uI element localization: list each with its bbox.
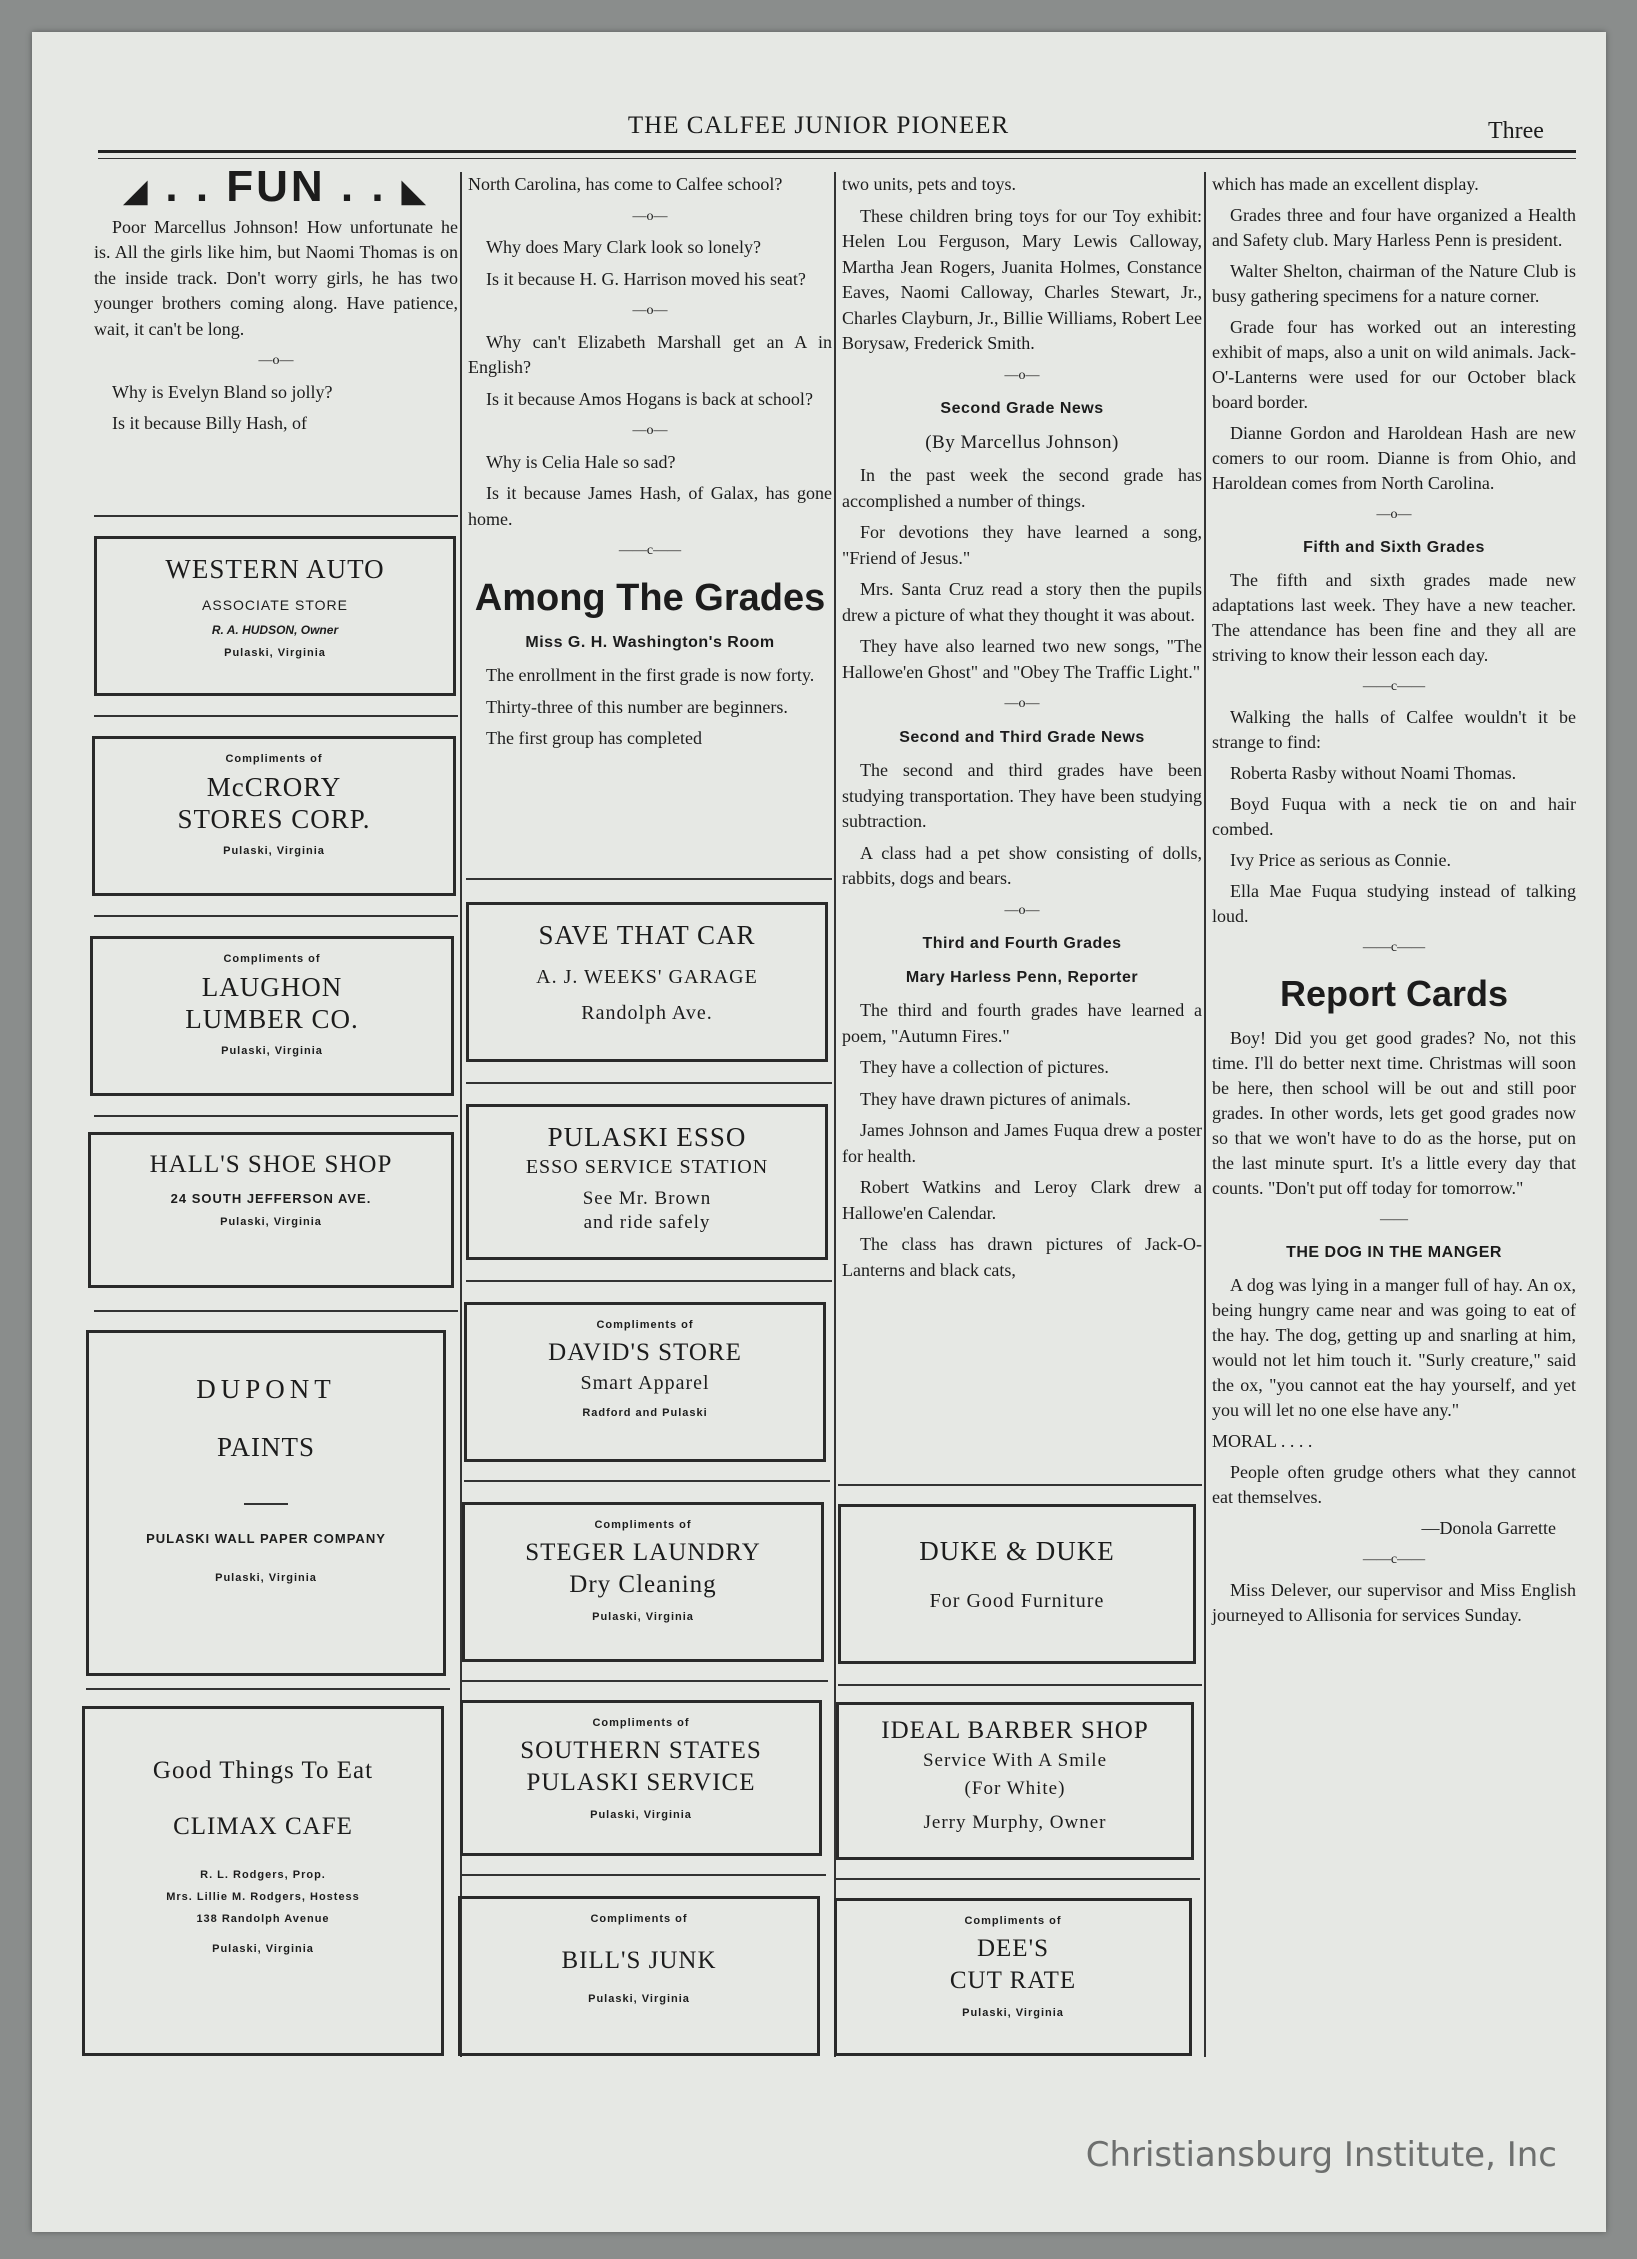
news-paragraph: For devotions they have learned a song, "Friend of Jesus." [842, 522, 1202, 568]
ad-dees-cut-rate: Compliments of DEE'S CUT RATE Pulaski, Virginia [834, 1898, 1192, 2056]
news-paragraph: Mrs. Santa Cruz read a story then the pupils drew a picture of what they thought it was about. [842, 579, 1202, 625]
news-paragraph: Grade four has worked out an interesting exhibit of maps, also a unit on wild animals. Jack-O'-Lanterns were used for our October black board border. [1212, 317, 1576, 412]
ad-divider [244, 1503, 288, 1505]
news-paragraph: A class had a pet show consisting of dolls, rabbits, dogs and bears. [842, 842, 1202, 888]
ad-ideal-barber-shop: IDEAL BARBER SHOP Service With A Smile (For White) Jerry Murphy, Owner [836, 1702, 1194, 1860]
ad-davids-store: Compliments of DAVID'S STORE Smart Apparel Radford and Pulaski [464, 1302, 826, 1462]
column-three [842, 172, 1202, 1289]
header-rule-thin [98, 158, 1576, 159]
news-paragraph: The third and fourth grades have learned a poem, "Autumn Fires." [842, 1000, 1202, 1046]
ad-rule [94, 1310, 458, 1312]
news-paragraph: Robert Watkins and Leroy Clark drew a Hallowe'en Calendar. [842, 1177, 1202, 1223]
news-paragraph: The second and third grades have been studying transportation. They have been studying subtraction. [842, 760, 1202, 831]
ad-bills-junk: Compliments of BILL'S JUNK Pulaski, Virginia [458, 1896, 820, 2056]
ad-rule [94, 915, 458, 917]
news-paragraph: The fifth and sixth grades made new adaptations last week. They have a new teacher. The attendance has been fine and they all are striving to know their lesson each day. [1212, 570, 1576, 665]
fun-paragraph: Poor Marcellus Johnson! How unfortunate he is. All the girls like him, but Naomi Thomas is on the inside track. Don't worry girls, he has two younger brothers coming along. Have patience, wait, it can't be long. [94, 216, 458, 339]
ad-pulaski-esso: PULASKI ESSO ESSO SERVICE STATION See Mr. Brown and ride safely [466, 1104, 828, 1260]
ad-laughon: Compliments of LAUGHON LUMBER CO. Pulaski, Virginia [90, 936, 454, 1096]
column-fun [94, 162, 458, 443]
separator: —o— [1004, 696, 1040, 711]
grades-paragraph: The first group has completed [486, 728, 702, 748]
answer: Is it because Billy Hash, of [112, 413, 307, 433]
fun-heading: ◢ . . FUN . . ◣ [124, 162, 428, 211]
ad-duke-and-duke: DUKE & DUKE For Good Furniture [838, 1504, 1196, 1664]
ad-halls-shoe-shop: HALL'S SHOE SHOP 24 SOUTH JEFFERSON AVE. Pulaski, Virginia [88, 1132, 454, 1288]
ad-rule [460, 1874, 826, 1876]
news-paragraph: Walter Shelton, chairman of the Nature Club is busy gathering specimens for a nature corner. [1212, 261, 1576, 306]
question: Why is Evelyn Bland so jolly? [112, 381, 333, 402]
among-the-grades-heading: Among The Grades [474, 576, 826, 619]
column-divider [1204, 172, 1206, 2057]
question: Why does Mary Clark look so lonely? [486, 237, 761, 257]
column-two [468, 172, 832, 758]
ad-rule [466, 1280, 832, 1282]
second-grade-heading: Second Grade News [940, 400, 1104, 417]
ad-rule [466, 878, 832, 880]
news-paragraph: Miss Delever, our supervisor and Miss English journeyed to Allisonia for services Sunday. [1212, 1580, 1576, 1625]
question: Why can't Elizabeth Marshall get an A in English? [468, 331, 832, 377]
answer: Is it because H. G. Harrison moved his seat? [486, 268, 806, 289]
news-paragraph: James Johnson and James Fuqua drew a poster for health. [842, 1120, 1202, 1166]
watermark: Christiansburg Institute, Inc [1085, 2135, 1557, 2175]
ad-rule [466, 1082, 832, 1084]
header-rule [98, 150, 1576, 153]
ad-dupont-paints: DUPONT PAINTS PULASKI WALL PAPER COMPANY Pulaski, Virginia [86, 1330, 446, 1676]
page-number: Three [1488, 118, 1544, 144]
column-four [1212, 172, 1576, 1634]
ad-rule [464, 1480, 830, 1482]
ad-rule [838, 1484, 1202, 1486]
separator: —o— [632, 303, 668, 318]
news-paragraph: The class has drawn pictures of Jack-O-Lanterns and black cats, [842, 1234, 1202, 1280]
ad-rule [462, 1680, 828, 1682]
ad-climax-cafe: Good Things To Eat CLIMAX CAFE R. L. Rodgers, Prop. Mrs. Lillie M. Rodgers, Hostess 138 Randolph Avenue Pulaski, Virginia [82, 1706, 444, 2056]
grades-paragraph: Thirty-three of this number are beginners. [486, 696, 788, 717]
question: Why is Celia Hale so sad? [486, 451, 676, 472]
ad-rule [86, 1688, 450, 1690]
separator: —o— [632, 208, 668, 224]
newspaper-title: THE CALFEE JUNIOR PIONEER [627, 112, 1010, 139]
report-cards-paragraph: Boy! Did you get good grades? No, not this time. I'll do better next time. Christmas will soon be here, then school will be out and still poor grades. In other words, lets get good grades now so that we won't have to do as the horse, put on the last minute spurt. It's a little every day that counts. "Don't put off today for tomorrow." [1212, 1028, 1576, 1198]
ad-rule [94, 715, 458, 717]
dog-in-manger-heading: THE DOG IN THE MANGER [1286, 1244, 1502, 1261]
separator: —o— [1004, 367, 1040, 383]
walking-item: Ella Mae Fuqua studying instead of talking loud. [1212, 881, 1576, 926]
news-paragraph: They have a collection of pictures. [860, 1057, 1109, 1077]
news-paragraph: Dianne Gordon and Haroldean Hash are new comers to our room. Dianne is from Ohio, and Haroldean comes from North Carolina. [1212, 423, 1576, 493]
report-cards-heading: Report Cards [1279, 973, 1509, 1014]
ad-southern-states: Compliments of SOUTHERN STATES PULASKI SERVICE Pulaski, Virginia [460, 1700, 822, 1856]
fun-ornament-right: ◣ [401, 175, 428, 208]
continuation: which has made an excellent display. [1212, 174, 1479, 194]
separator: —o— [632, 423, 668, 438]
walking-intro: Walking the halls of Calfee wouldn't it be strange to find: [1212, 707, 1576, 752]
answer: Is it because James Hash, of Galax, has gone home. [468, 483, 832, 529]
news-paragraph: They have also learned two new songs, "The Hallowe'en Ghost" and "Obey The Traffic Light." [842, 636, 1202, 682]
ad-steger-laundry: Compliments of STEGER LAUNDRY Dry Cleaning Pulaski, Virginia [462, 1502, 824, 1662]
continuation: North Carolina, has come to Calfee school? [468, 174, 783, 194]
ad-rule [94, 515, 458, 517]
moral-text: People often grudge others what they cannot eat themselves. [1212, 1462, 1576, 1507]
moral-label: MORAL . . . . [1212, 1431, 1313, 1451]
fun-ornament-left: ◢ [124, 175, 151, 208]
third-fourth-heading: Third and Fourth Grades [922, 935, 1122, 952]
grades-subheading: Miss G. H. Washington's Room [525, 633, 775, 651]
reporter-byline: Mary Harless Penn, Reporter [905, 968, 1139, 986]
news-paragraph: Grades three and four have organized a Health and Safety club. Mary Harless Penn is president. [1212, 205, 1576, 250]
ad-western-auto: WESTERN AUTO ASSOCIATE STORE R. A. HUDSON, Owner Pulaski, Virginia [94, 536, 456, 696]
separator: —— [1380, 1212, 1408, 1227]
separator: —o— [1004, 902, 1040, 918]
separator: ——c—— [618, 543, 682, 558]
news-paragraph: They have drawn pictures of animals. [860, 1088, 1131, 1109]
fable-paragraph: A dog was lying in a manger full of hay. An ox, being hungry came near and was going to eat of the hay. The dog, getting up and snarling at him, would not let him touch it. "Surly creature," said the ox, "you cannot eat the hay yourself, and yet you will let no one else have any." [1212, 1275, 1576, 1420]
author-credit: —Donola Garrette [1421, 1518, 1556, 1538]
second-grade-byline: (By Marcellus Johnson) [925, 431, 1119, 453]
second-third-heading: Second and Third Grade News [899, 728, 1145, 746]
continuation: two units, pets and toys. [842, 174, 1016, 194]
separator: —o— [258, 353, 294, 368]
answer: Is it because Amos Hogans is back at school? [486, 388, 813, 409]
ad-rule [94, 1115, 458, 1117]
walking-item: Roberta Rasby without Noami Thomas. [1230, 763, 1517, 783]
fifth-sixth-heading: Fifth and Sixth Grades [1303, 539, 1485, 556]
ad-save-that-car: SAVE THAT CAR A. J. WEEKS' GARAGE Randolph Ave. [466, 902, 828, 1062]
separator: ——c—— [1362, 940, 1426, 955]
walking-item: Ivy Price as serious as Connie. [1230, 850, 1451, 870]
separator: —o— [1376, 507, 1412, 522]
ad-rule [838, 1684, 1202, 1686]
ad-rule [836, 1878, 1200, 1880]
separator: ——c—— [1362, 679, 1426, 694]
ad-mccrory: Compliments of McCRORY STORES CORP. Pulaski, Virginia [92, 736, 456, 896]
walking-item: Boyd Fuqua with a neck tie on and hair combed. [1212, 794, 1576, 839]
news-paragraph: In the past week the second grade has accomplished a number of things. [842, 465, 1202, 511]
grades-paragraph: The enrollment in the first grade is now forty. [486, 665, 815, 685]
separator: ——c—— [1362, 1552, 1426, 1567]
toys-paragraph: These children bring toys for our Toy exhibit: Helen Lou Ferguson, Mary Lewis Calloway, Martha Jean Rogers, Juanita Holmes, Constance Eaves, Naomi Calloway, Charles Stewart, Jr., Charles Clayburn, Jr., Billie Williams, Robert Lee Borysaw, Frederick Smith. [842, 205, 1202, 353]
